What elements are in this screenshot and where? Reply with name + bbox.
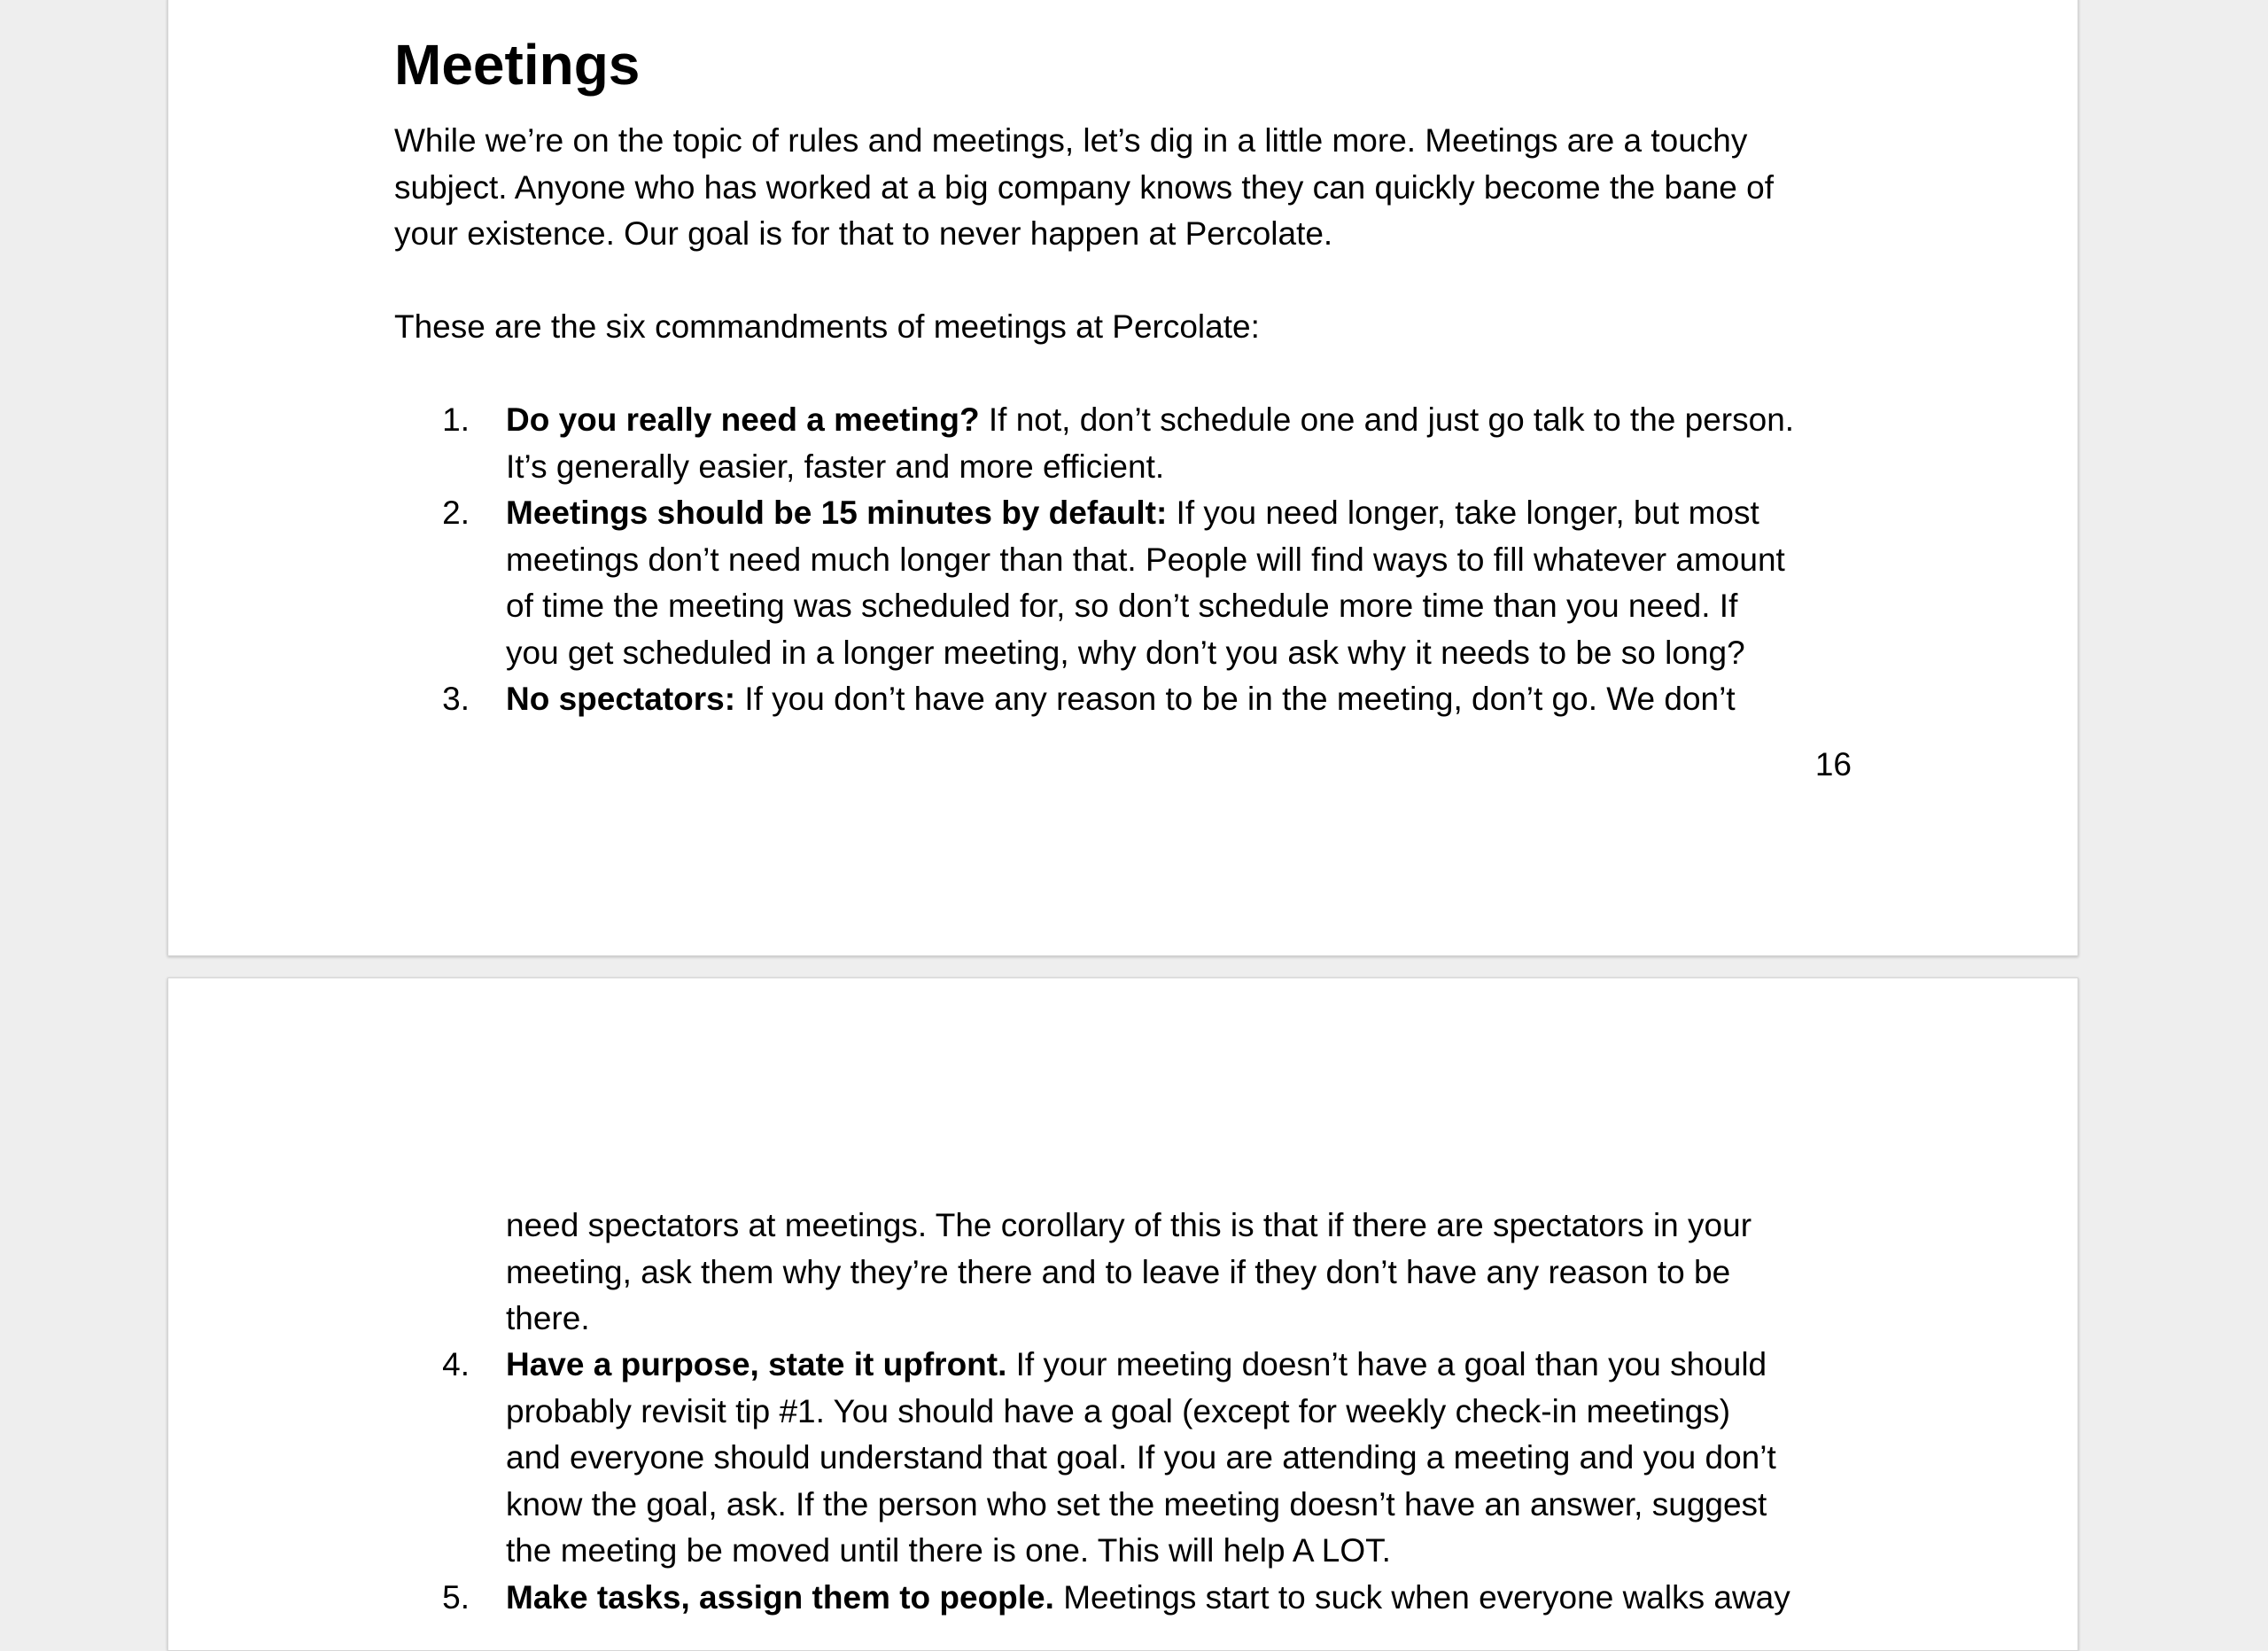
list-item-line: probably revisit tip #1. You should have a goal (except for weekly check-in meetings) — [506, 1392, 1731, 1429]
list-item-line: know the goal, ask. If the person who set the meeting doesn’t have an answer, suggest — [506, 1485, 1767, 1523]
list-number: 5. — [442, 1579, 470, 1616]
list-item-title: Do you really need a meeting? — [506, 401, 980, 438]
intro-line: subject. Anyone who has worked at a big company knows they can quickly become the bane of — [394, 168, 1774, 206]
list-item-title: Have a purpose, state it upfront. — [506, 1346, 1007, 1382]
list-item-text: If not, don’t schedule one and just go talk to the person. — [979, 401, 1795, 438]
list-item-body — [506, 676, 1736, 723]
list-item-text: Meetings start to suck when everyone walks away — [1053, 1579, 1790, 1616]
list-item-line: It’s generally easier, faster and more efficient. — [506, 448, 1165, 485]
intro-paragraph — [394, 118, 1900, 258]
list-item-text: If you need longer, take longer, but most — [1167, 495, 1759, 531]
document-page-16 — [167, 0, 2078, 956]
list-number: 1. — [442, 401, 470, 438]
list-item-title: No spectators: — [506, 681, 736, 717]
list-item-title: Make tasks, assign them to people. — [506, 1579, 1054, 1616]
list-item-text: If you don’t have any reason to be in the meeting, don’t go. We don’t — [735, 681, 1736, 717]
lead-in-paragraph — [394, 304, 1900, 351]
list-item-line: of time the meeting was scheduled for, so don’t schedule more time than you need. If — [506, 588, 1738, 624]
list-item-line: meetings don’t need much longer than that. People will find ways to fill whatever amount — [506, 541, 1785, 578]
list-item-body — [506, 490, 1785, 676]
list-item-title: Meetings should be 15 minutes by default: — [506, 495, 1168, 531]
list-item-text: If your meeting doesn’t have a goal than you should — [1006, 1346, 1767, 1382]
list-number: 3. — [442, 681, 470, 717]
section-heading: Meetings — [394, 33, 641, 97]
intro-line: While we’re on the topic of rules and meetings, let’s dig in a little more. Meetings are a touchy — [394, 122, 1748, 159]
list-item-line: need spectators at meetings. The corollary of this is that if there are spectators in your — [506, 1207, 1752, 1243]
list-item-line: meeting, ask them why they’re there and to leave if they don’t have any reason to be — [506, 1253, 1731, 1290]
list-item-body — [506, 1203, 1751, 1343]
list-number: 4. — [442, 1346, 470, 1382]
list-item-body — [506, 1342, 1776, 1575]
intro-line: your existence. Our goal is for that to never happen at Percolate. — [394, 215, 1333, 252]
list-item-line: the meeting be moved until there is one. This will help A LOT. — [506, 1532, 1391, 1569]
list-item-body — [506, 397, 1794, 490]
list-number: 2. — [442, 495, 470, 531]
list-item-line: you get scheduled in a longer meeting, why don’t you ask why it needs to be so long? — [506, 634, 1745, 671]
list-item-line: and everyone should understand that goal. If you are attending a meeting and you don’t — [506, 1439, 1776, 1476]
document-page-17 — [167, 977, 2078, 1651]
list-item-body — [506, 1575, 1790, 1622]
list-item-line: there. — [506, 1300, 590, 1336]
page-number: 16 — [1814, 746, 1852, 783]
lead-in-text: These are the six commandments of meetings at Percolate: — [394, 308, 1260, 345]
